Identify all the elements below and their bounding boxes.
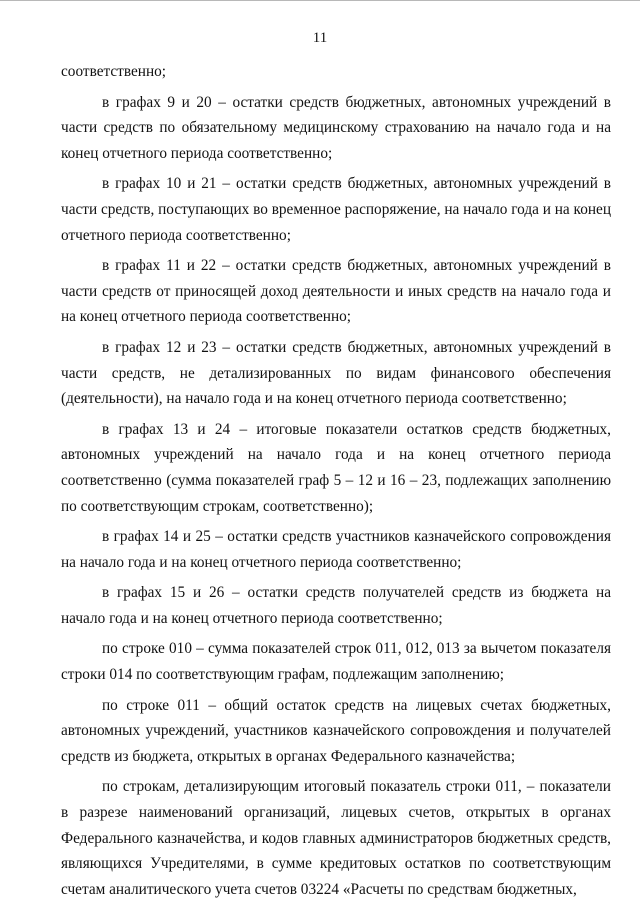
scan-top-edge <box>0 0 640 1</box>
paragraph-columns-10-21: в графах 10 и 21 – остатки средств бюджетных, автономных учреждений в части средств, поступающих во временное распоряжение, на начало года и на конец отчетного периода соответственно; <box>61 175 612 244</box>
paragraph-line-011: по строке 011 – общий остаток средств на лицевых счетах бюджетных, автономных учреждений, участников казначейского сопровождения и получателей средств из бюджета, открытых в органах Федерального казначейства; <box>61 696 611 765</box>
paragraph-columns-13-24: в графах 13 и 24 – итоговые показатели остатков средств бюджетных, автономных учреждений на начало года и на конец отчетного периода соответственно (сумма показателей граф 5 – 12 и 16 – 23, подлежащих заполнению по соответствующим строкам, соответственно); <box>61 420 611 515</box>
page-number: 11 <box>312 30 328 46</box>
paragraph-line-010: по строке 010 – сумма показателей строк 011, 012, 013 за вычетом показателя строки 014 по соответствующим графам, подлежащим заполнению; <box>61 640 611 684</box>
paragraph-columns-15-26: в графах 15 и 26 – остатки средств получателей средств из бюджета на начало года и на конец отчетного периода соответственно; <box>61 584 611 627</box>
paragraph-columns-11-22: в графах 11 и 22 – остатки средств бюджетных, автономных учреждений в части средств от приносящей доход деятельности и иных средств на начало года и на конец отчетного периода соответственно; <box>61 257 611 326</box>
paragraph-columns-9-20: в графах 9 и 20 – остатки средств бюджетных, автономных учреждений в части средств по обязательному медицинскому страхованию на начало года и на конец отчетного периода соответственно; <box>61 93 611 162</box>
paragraph-columns-14-25: в графах 14 и 25 – остатки средств участников казначейского сопровождения на начало года и на конец отчетного периода соответственно; <box>61 528 611 571</box>
paragraph-columns-12-23: в графах 12 и 23 – остатки средств бюджетных, автономных учреждений в части средств, не детализированных по видам финансового обеспечения (деятельности), на начало года и на конец отчетного периода соответственно; <box>61 338 611 408</box>
document-body <box>61 59 611 907</box>
paragraph-detail-lines: по строкам, детализирующим итоговый показатель строки 011, – показатели в разрезе наименований организаций, лицевых счетов, открытых в органах Федерального казначейства, и кодов главных администраторов бюджетных средств, являющихся Учредителями, в сумме кредитовых остатков по соответствующим счетам аналитического учета счетов 03224 «Расчеты по средствам бюджетных, <box>61 778 611 898</box>
paragraph-continuation: соответственно; <box>61 63 167 80</box>
